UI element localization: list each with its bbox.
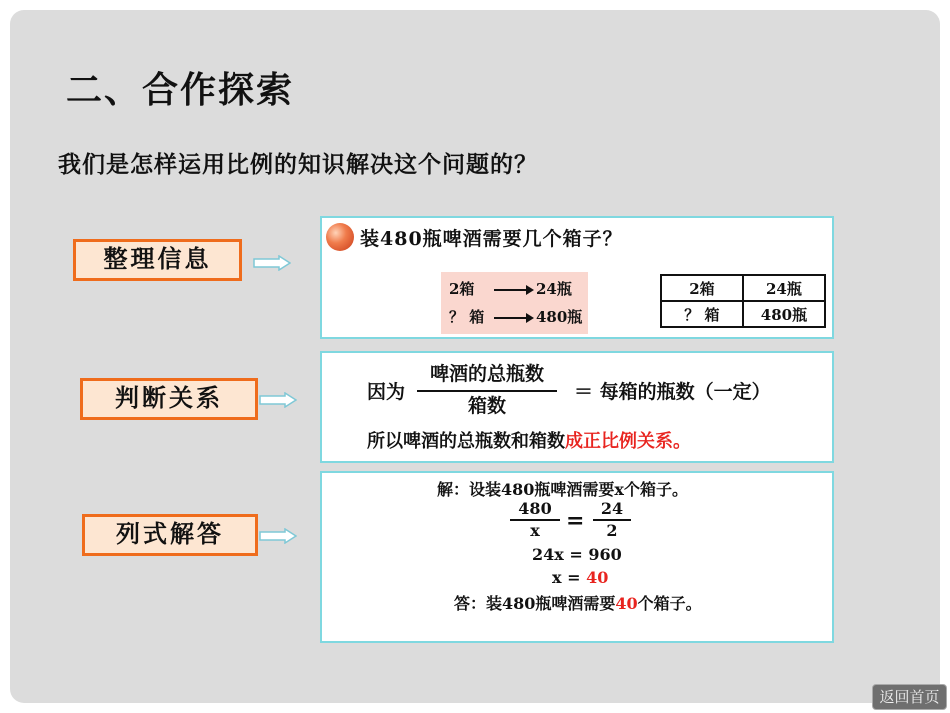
fraction-numerator: 24: [600, 499, 624, 518]
conclusion-highlight: 成正比例关系。: [565, 431, 691, 452]
info-table: [660, 274, 826, 328]
arrow-icon: [494, 289, 532, 291]
step-solve: 列式解答: [82, 514, 258, 556]
mapping-left: 2箱: [449, 280, 475, 298]
table-cell: ？ 箱: [661, 301, 743, 327]
step-judge-relation: 判断关系: [80, 378, 258, 420]
problem-statement: 装480瓶啤酒需要几个箱子？: [360, 228, 623, 250]
let-statement: 解：设装480瓶啤酒需要x个箱子。: [437, 480, 688, 499]
fraction-bar: [417, 390, 557, 392]
conclusion: [367, 427, 691, 453]
fraction-numerator: 啤酒的总瓶数: [429, 363, 544, 385]
fraction: [417, 361, 557, 419]
answer-statement: [454, 591, 702, 614]
arrow-icon: [494, 317, 532, 319]
conclusion-text: 所以啤酒的总瓶数和箱数: [367, 431, 565, 452]
solution-panel: [320, 471, 834, 643]
equation-step: 24x = 960: [532, 545, 622, 564]
fraction-left: [510, 499, 560, 541]
mapping-left: ？ 箱: [449, 308, 485, 326]
fraction-denominator: 箱数: [467, 395, 506, 417]
arrow-right-icon: [259, 528, 297, 544]
mapping-row: [449, 306, 582, 327]
table-row: [661, 275, 825, 301]
table-cell: 2箱: [661, 275, 743, 301]
formula-rhs: ＝ 每箱的瓶数（一定）: [574, 381, 771, 403]
because-label: 因为: [367, 381, 406, 403]
answer-prefix: 答：装480瓶啤酒需要: [454, 594, 616, 613]
result-value: 40: [586, 568, 609, 587]
info-panel: [320, 216, 834, 339]
fraction-denominator: 2: [606, 521, 618, 540]
mapping-right: 24瓶: [536, 280, 572, 298]
slide-title: 二、合作探索: [66, 70, 295, 111]
fraction-denominator: x: [530, 521, 540, 540]
answer-suffix: 个箱子。: [637, 594, 702, 613]
guiding-question: 我们是怎样运用比例的知识解决这个问题的？: [58, 152, 538, 178]
table-row: [661, 301, 825, 327]
table-cell: 24瓶: [743, 275, 825, 301]
equation-result: [552, 568, 608, 587]
arrow-right-icon: [259, 392, 297, 408]
relation-panel: [320, 351, 834, 463]
answer-value: 40: [615, 594, 638, 613]
fraction-right: [593, 499, 631, 541]
step-organize-info: 整理信息: [73, 239, 242, 281]
bullet-ball-icon: [326, 223, 354, 251]
equals-sign: =: [566, 508, 585, 534]
result-prefix: x =: [552, 568, 587, 587]
mapping-right: 480瓶: [536, 308, 583, 326]
back-home-button[interactable]: 返回首页: [872, 684, 947, 710]
table-cell: 480瓶: [743, 301, 825, 327]
fraction-numerator: 480: [518, 499, 552, 518]
arrow-right-icon: [253, 255, 291, 271]
mapping-box: [441, 272, 588, 334]
mapping-row: [449, 278, 572, 299]
